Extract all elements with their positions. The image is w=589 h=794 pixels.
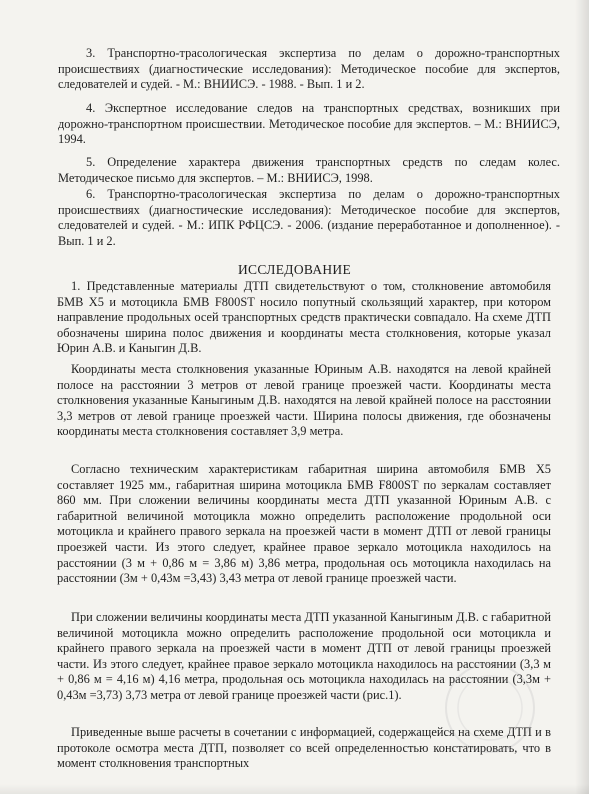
paragraph-1: 1. Представленные материалы ДТП свидетельствуют о том, столкновение автомобиля БМВ Х5 и мотоцикла БМВ F800ST носило попутный скользящий характер, при котором направление продольных осей транспортных средств практически совпадало. На схеме ДТП обозначены ширина полос движения и координаты места столкновения, которые указал Юрин А.В. и Каныгин Д.В. xyxy=(57,279,551,356)
reference-4: 4. Экспертное исследование следов на транспортных средствах, возникших при дорожно-транспортном происшествии. Методическое пособие для экспертов. – М.: ВНИИСЭ, 1994. xyxy=(58,101,560,147)
paragraph-3: Согласно техническим характеристикам габаритная ширина автомобиля БМВ Х5 составляет 1925 мм., габаритная ширина мотоцикла БМВ F800ST по зеркалам составляет 860 мм. При сложении величины координаты места ДТП указанной Юриным А.В. с габаритной величиной мотоцикла можно определить расположение продольной оси мотоцикла и крайнего правого зеркала на проезжей части в момент ДТП от левой границы проезжей части. Из этого следует, крайнее правое зеркало мотоцикла находилось на расстоянии (3 м + 0,86 м = 3,86 м) 3,86 метра, продольная ось мотоцикла находилась на расстоянии (3м + 0,43м =3,43) 3,43 метра от левой границе проезжей части. xyxy=(57,462,551,586)
paragraph-4: При сложении величины координаты места ДТП указанной Каныгиным Д.В. с габаритной величиной мотоцикла можно определить расположение продольной оси мотоцикла и крайнего правого зеркала на проезжей части в момент ДТП от левой границы проезжей части. Из этого следует, крайнее правое зеркало мотоцикла находилось на расстоянии (3,3 м + 0,86 м = 4,16 м) 4,16 метра, продольная ось мотоцикла находилась на расстоянии (3,3м + 0,43м =3,73) 3,73 метра от левой границе проезжей части (рис.1). xyxy=(57,610,551,702)
faint-stamp-mark xyxy=(442,660,538,756)
reference-6: 6. Транспортно-трасологическая экспертиза по делам о дорожно-транспортных происшествиях (диагностические исследования): Методическое пособие для экспертов, следователей и судей. - М.: ИПК РФЦСЭ. - 2006. (издание переработанное и дополненное). - Вып. 1 и 2. xyxy=(58,187,560,248)
reference-3: 3. Транспортно-трасологическая экспертиза по делам о дорожно-транспортных происшествиях (диагностические исследования): Методическое пособие для экспертов, следователей и судей. - М.: ВНИИСЭ. - 1988. - Вып. 1 и 2. xyxy=(58,46,560,92)
reference-5: 5. Определение характера движения транспортных средств по следам колес. Методическое письмо для экспертов. – М.: ВНИИСЭ, 1998. xyxy=(58,155,560,185)
paragraph-2: Координаты места столкновения указанные Юриным А.В. находятся на левой крайней полосе на расстоянии 3 метров от левой границе проезжей части. Координаты места столкновения указанные Каныгиным Д.В. находятся на левой крайней полосе на расстоянии 3,3 метров от левой границе проезжей части. Ширина полосы движения, где обозначены координаты места столкновения составляет 3,9 метра. xyxy=(57,362,551,439)
scan-edge-shadow xyxy=(575,0,589,794)
section-title: ИССЛЕДОВАНИЕ xyxy=(237,262,352,277)
scan-bottom-shade xyxy=(0,784,589,794)
paragraph-5: Приведенные выше расчеты в сочетании с информацией, содержащейся на схеме ДТП и в протоколе осмотра места ДТП, позволяет со всей определенностью констатировать, что в момент столкновения транспортных xyxy=(57,725,551,771)
